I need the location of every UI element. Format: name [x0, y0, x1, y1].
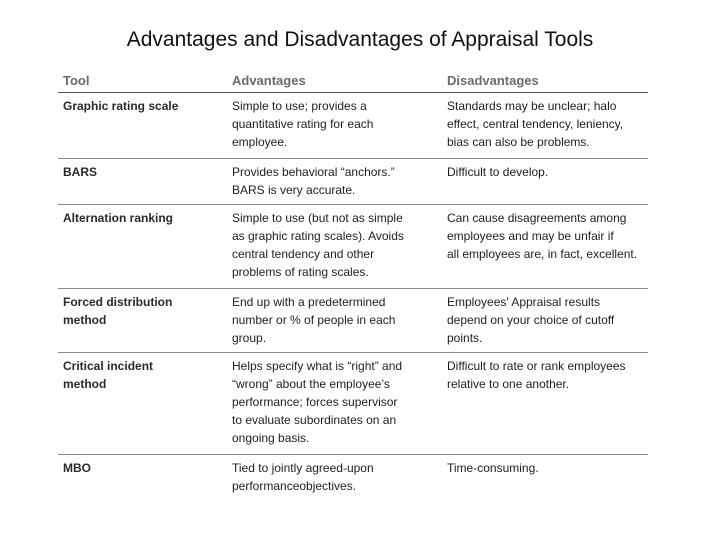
- cell-line: Tied to jointly agreed-upon: [232, 461, 374, 475]
- cell-line: performanceobjectives.: [232, 479, 357, 493]
- cell-line: relative to one another.: [447, 377, 570, 391]
- cell-line: quantitative rating for each: [232, 117, 374, 131]
- table-row: [58, 455, 648, 501]
- tool-cell: [63, 459, 228, 477]
- cell-line: Alternation ranking: [63, 211, 174, 225]
- cell-line: effect, central tendency, leniency,: [447, 117, 624, 131]
- table-header: [58, 68, 648, 93]
- tool-cell: [63, 357, 228, 393]
- cell-line: ongoing basis.: [232, 431, 310, 445]
- tool-cell: [63, 97, 228, 115]
- table-row: [58, 159, 648, 205]
- cell-line: Graphic rating scale: [63, 99, 179, 113]
- cell-line: to evaluate subordinates on an: [232, 413, 397, 427]
- cell-line: as graphic rating scales). Avoids: [232, 229, 404, 243]
- cell-line: “wrong” about the employee’s: [232, 377, 390, 391]
- cell-line: Difficult to develop.: [447, 165, 549, 179]
- cell-line: BARS is very accurate.: [232, 183, 356, 197]
- header-advantages: Advantages: [232, 73, 306, 88]
- cell-line: Difficult to rate or rank employees: [447, 359, 626, 373]
- cell-line: all employees are, in fact, excellent.: [447, 247, 638, 261]
- advantages-cell: [232, 97, 432, 151]
- cell-line: method: [63, 377, 107, 391]
- table-row: [58, 93, 648, 159]
- cell-line: problems of rating scales.: [232, 265, 369, 279]
- advantages-cell: [232, 357, 432, 447]
- cell-line: Critical incident: [63, 359, 154, 373]
- cell-line: Can cause disagreements among: [447, 211, 627, 225]
- cell-line: MBO: [63, 461, 91, 475]
- cell-line: performance; forces supervisor: [232, 395, 398, 409]
- advantages-cell: [232, 459, 432, 495]
- cell-line: depend on your choice of cutoff: [447, 313, 615, 327]
- table-row: [58, 205, 648, 289]
- cell-line: End up with a predetermined: [232, 295, 386, 309]
- advantages-cell: [232, 163, 432, 199]
- cell-line: central tendency and other: [232, 247, 375, 261]
- disadvantages-cell: [447, 459, 652, 477]
- table-row: [58, 289, 648, 353]
- appraisal-tools-table: [58, 68, 648, 501]
- cell-line: Simple to use; provides a: [232, 99, 367, 113]
- cell-line: Standards may be unclear; halo: [447, 99, 617, 113]
- page-title: Advantages and Disadvantages of Appraisal Tools: [126, 28, 594, 51]
- cell-line: BARS: [63, 165, 98, 179]
- cell-line: bias can also be problems.: [447, 135, 590, 149]
- cell-line: number or % of people in each: [232, 313, 396, 327]
- header-tool: Tool: [63, 73, 90, 88]
- cell-line: Helps specify what is “right” and: [232, 359, 403, 373]
- cell-line: Simple to use (but not as simple: [232, 211, 403, 225]
- tool-cell: [63, 163, 228, 181]
- cell-line: Forced distribution: [63, 295, 173, 309]
- disadvantages-cell: [447, 209, 652, 263]
- cell-line: group.: [232, 331, 267, 345]
- advantages-cell: [232, 293, 432, 347]
- cell-line: employee.: [232, 135, 288, 149]
- cell-line: method: [63, 313, 107, 327]
- tool-cell: [63, 209, 228, 227]
- header-disadvantages: Disadvantages: [447, 73, 539, 88]
- cell-line: employees and may be unfair if: [447, 229, 614, 243]
- cell-line: Employees' Appraisal results: [447, 295, 601, 309]
- disadvantages-cell: [447, 97, 652, 151]
- cell-line: Time-consuming.: [447, 461, 539, 475]
- cell-line: points.: [447, 331, 483, 345]
- advantages-cell: [232, 209, 432, 281]
- disadvantages-cell: [447, 293, 652, 347]
- table-row: [58, 353, 648, 455]
- cell-line: Provides behavioral “anchors.”: [232, 165, 395, 179]
- tool-cell: [63, 293, 228, 329]
- disadvantages-cell: [447, 357, 652, 393]
- disadvantages-cell: [447, 163, 652, 181]
